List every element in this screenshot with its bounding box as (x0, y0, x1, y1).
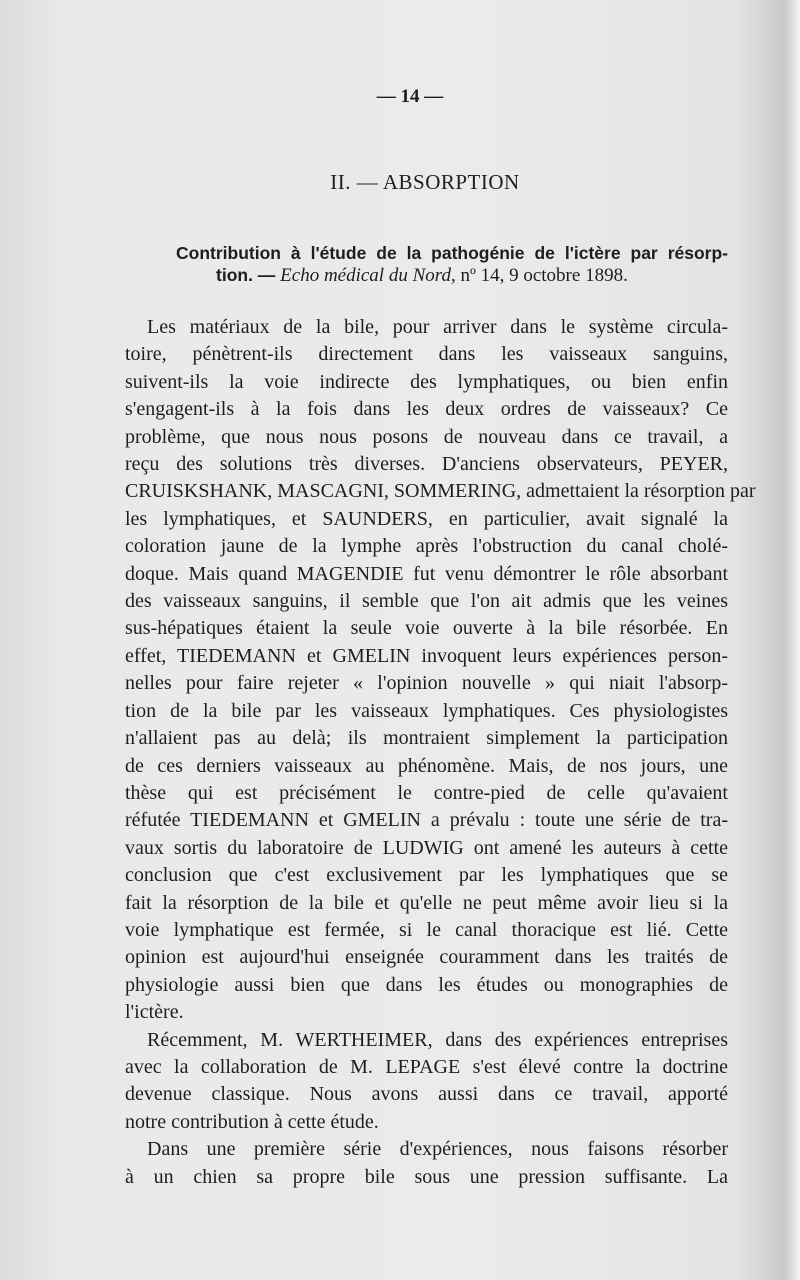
section-title: II. — ABSORPTION (330, 170, 520, 194)
journal-name: Echo médical du Nord (280, 265, 451, 286)
text-line: suivent-ils la voie indirecte des lymphatiques, ou bien enfin (125, 370, 728, 393)
text-line: n'allaient pas au delà; ils montraient simplement la participation (125, 727, 728, 750)
reference-title-end: tion. — (216, 265, 281, 285)
page-number: — 14 — (376, 86, 444, 107)
text-line: de ces derniers vaisseaux au phénomène. Mais, de nos jours, une (125, 754, 728, 777)
text-line: notre contribution à cette étude. (125, 1110, 379, 1133)
paragraph (125, 314, 756, 1027)
text-line: coloration jaune de la lymphe après l'obstruction du canal cholé- (125, 535, 728, 558)
text-line: physiologie aussi bien que dans les études ou monographies de (125, 973, 728, 996)
reference-title-line: Contribution à l'étude de la pathogénie de l'ictère par résorp- (176, 243, 728, 263)
reference-details: , nº 14, 9 octobre 1898. (450, 265, 628, 286)
text-line: devenue classique. Nous avons aussi dans ce travail, apporté (125, 1083, 728, 1106)
text-line: nelles pour faire rejeter « l'opinion nouvelle » qui niait l'absorp- (125, 672, 728, 695)
paragraph (125, 1027, 728, 1137)
text-line: vaux sortis du laboratoire de LUDWIG ont amené les auteurs à cette (125, 836, 728, 859)
text-line: effet, TIEDEMANN et GMELIN invoquent leurs expériences person- (125, 644, 728, 667)
text-line: Récemment, M. WERTHEIMER, dans des expériences entreprises (147, 1028, 728, 1051)
bibliographic-reference (178, 242, 728, 287)
text-line: CRUISKSHANK, MASCAGNI, SOMMERING, admettaient la résorption par (125, 480, 756, 503)
text-line: fait la résorption de la bile et qu'elle ne peut même avoir lieu si la (125, 891, 728, 914)
text-line: tion de la bile par les vaisseaux lymphatiques. Ces physiologistes (125, 699, 728, 722)
text-line: avec la collaboration de M. LEPAGE s'est élevé contre la doctrine (125, 1055, 728, 1078)
paragraph (125, 1136, 728, 1191)
text-line: Dans une première série d'expériences, nous faisons résorber (147, 1138, 728, 1161)
text-line: opinion est aujourd'hui enseignée couramment dans les traités de (125, 946, 728, 969)
text-line: conclusion que c'est exclusivement par les lymphatiques que se (125, 864, 728, 887)
text-line: réfutée TIEDEMANN et GMELIN a prévalu : toute une série de tra- (125, 809, 728, 832)
text-line: Les matériaux de la bile, pour arriver dans le système circula- (147, 316, 728, 338)
reference-title-line (178, 264, 728, 287)
text-line: s'engagent-ils à la fois dans les deux ordres de vaisseaux? Ce (125, 398, 728, 421)
text-line: thèse qui est précisément le contre-pied de celle qu'avaient (125, 781, 728, 804)
text-line: les lymphatiques, et SAUNDERS, en particulier, avait signalé la (125, 507, 728, 530)
text-line: voie lymphatique est fermée, si le canal thoracique est lié. Cette (125, 918, 728, 941)
text-line: doque. Mais quand MAGENDIE fut venu démontrer le rôle absorbant (125, 562, 728, 585)
text-line: des vaisseaux sanguins, il semble que l'on ait admis que les veines (125, 590, 728, 613)
text-line: sus-hépatiques étaient la seule voie ouverte à la bile résorbée. En (125, 617, 728, 640)
text-line: reçu des solutions très diverses. D'anciens observateurs, PEYER, (125, 453, 728, 476)
text-line: problème, que nous nous posons de nouveau dans ce travail, a (125, 425, 728, 448)
text-line: toire, pénètrent-ils directement dans les vaisseaux sanguins, (125, 343, 728, 366)
text-line: à un chien sa propre bile sous une pression suffisante. La (125, 1165, 728, 1188)
body-text (125, 314, 756, 1191)
text-line: l'ictère. (125, 1001, 184, 1024)
